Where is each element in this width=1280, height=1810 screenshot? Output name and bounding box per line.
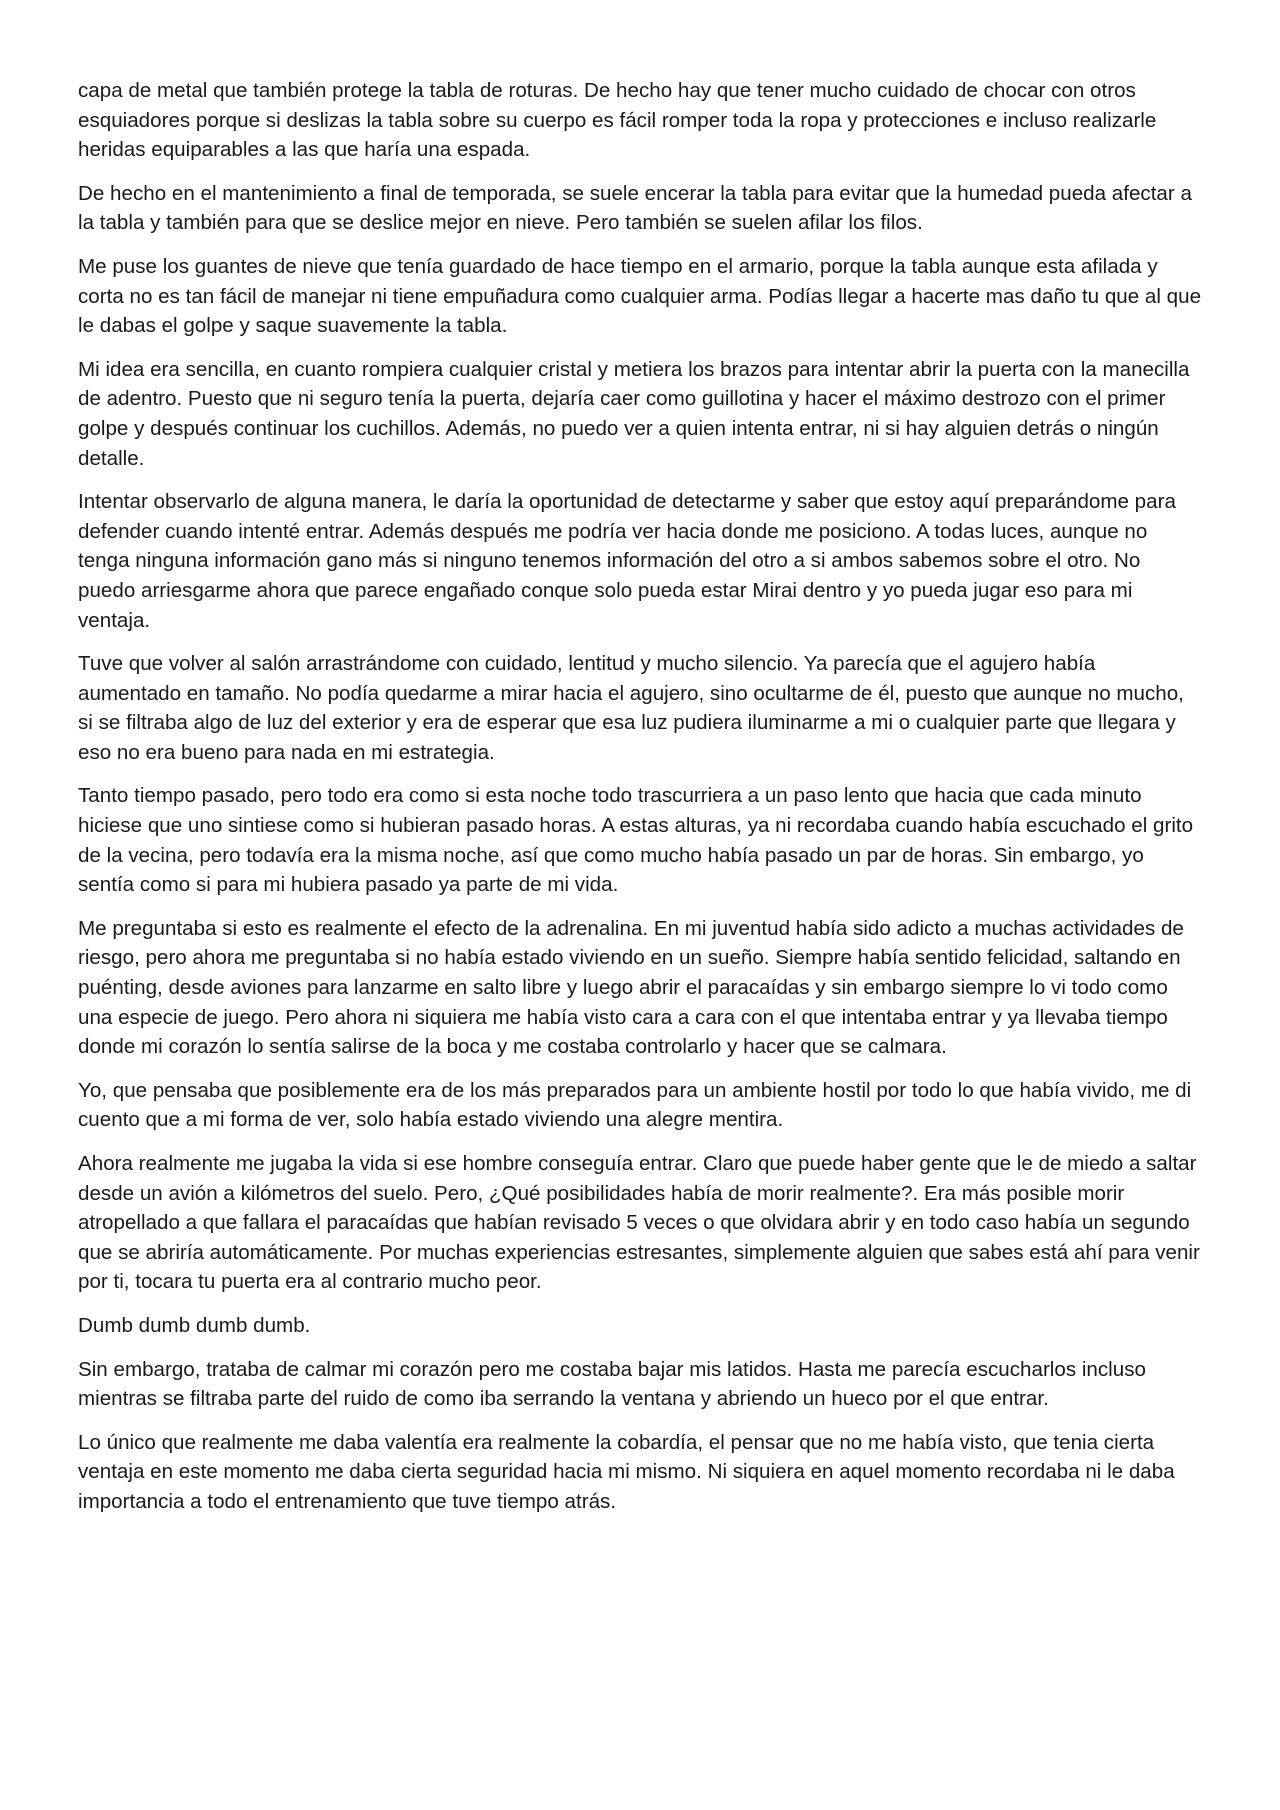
paragraph: Sin embargo, trataba de calmar mi corazón pero me costaba bajar mis latidos. Hasta me parecía escucharlos incluso mientras se filtraba parte del ruido de como iba serrando la ventana y abriendo un hueco por el que entrar.: [78, 1357, 1146, 1411]
paragraph: capa de metal que también protege la tabla de roturas. De hecho hay que tener mucho cuidado de chocar con otros esquiadores porque si deslizas la tabla sobre su cuerpo es fácil romper toda la ropa y protecciones e incluso realizarle heridas equiparables a las que haría una espada.: [78, 79, 1157, 162]
paragraph: De hecho en el mantenimiento a final de temporada, se suele encerar la tabla para evitar que la humedad pueda afectar a la tabla y también para que se deslice mejor en nieve. Pero también se suelen afilar los filos.: [78, 181, 1192, 235]
paragraph: Me puse los guantes de nieve que tenía guardado de hace tiempo en el armario, porque la tabla aunque esta afilada y corta no es tan fácil de manejar ni tiene empuñadura como cualquier arma. Podías llegar a hacerte mas daño tu que al que le dabas el golpe y saque suavemente la tabla.: [78, 254, 1202, 338]
paragraph: Ahora realmente me jugaba la vida si ese hombre conseguía entrar. Claro que puede haber gente que le de miedo a saltar desde un avión a kilómetros del suelo. Pero, ¿Qué posibilidades había de morir realmente?. Era más posible morir atropellado a que fallara el paracaídas que habían revisado 5 veces o que olvidara abrir y en todo caso había un segundo que se abriría automáticamente. Por muchas experiencias estresantes, simplemente alguien que sabes está ahí para venir por ti, tocara tu puerta era al contrario mucho peor.: [78, 1152, 1200, 1294]
paragraph: Mi idea era sencilla, en cuanto rompiera cualquier cristal y metiera los brazos para intentar abrir la puerta con la manecilla de adentro. Puesto que ni seguro tenía la puerta, dejaría caer como guillotina y hacer el máximo destrozo con el primer golpe y después continuar los cuchillos. Además, no puedo ver a quien intenta entrar, ni si hay alguien detrás o ningún detalle.: [78, 357, 1190, 470]
paragraph: Tanto tiempo pasado, pero todo era como si esta noche todo trascurriera a un paso lento que hacia que cada minuto hiciese que uno sintiese como si hubieran pasado horas. A estas alturas, ya ni recordaba cuando había escuchado el grito de la vecina, pero todavía era la misma noche, así que como mucho había pasado un par de horas. Sin embargo, yo sentía como si para mi hubiera pasado ya parte de mi vida.: [78, 784, 1194, 897]
paragraph: Dumb dumb dumb dumb.: [78, 1313, 311, 1337]
document-page: [78, 76, 1203, 1531]
paragraph: Intentar observarlo de alguna manera, le daría la oportunidad de detectarme y saber que estoy aquí preparándome para defender cuando intenté entrar. Además después me podría ver hacia donde me posiciono. A todas luces, aunque no tenga ninguna información gano más si ninguno tenemos información del otro a si ambos sabemos sobre el otro. No puedo arriesgarme ahora que parece engañado conque solo pueda estar Mirai dentro y yo pueda jugar eso para mi ventaja.: [78, 490, 1176, 632]
paragraph: Me preguntaba si esto es realmente el efecto de la adrenalina. En mi juventud había sido adicto a muchas actividades de riesgo, pero ahora me preguntaba si no había estado viviendo en un sueño. Siempre había sentido felicidad, saltando en puénting, desde aviones para lanzarme en salto libre y luego abrir el paracaídas y sin embargo siempre lo vi todo como una especie de juego. Pero ahora ni siquiera me había visto cara a cara con el que intentaba entrar y ya llevaba tiempo donde mi corazón lo sentía salirse de la boca y me costaba controlarlo y hacer que se calmara.: [78, 916, 1184, 1059]
paragraph: Yo, que pensaba que posiblemente era de los más preparados para un ambiente hostil por todo lo que había vivido, me di cuento que a mi forma de ver, solo había estado viviendo una alegre mentira.: [78, 1078, 1192, 1132]
paragraph: Tuve que volver al salón arrastrándome con cuidado, lentitud y mucho silencio. Ya parecía que el agujero había aumentado en tamaño. No podía quedarme a mirar hacia el agujero, sino ocultarme de él, puesto que aunque no mucho, si se filtraba algo de luz del exterior y era de esperar que esa luz pudiera iluminarme a mi o cualquier parte que llegara y eso no era bueno para nada en mi estrategia.: [78, 652, 1184, 764]
paragraph: Lo único que realmente me daba valentía era realmente la cobardía, el pensar que no me había visto, que tenia cierta ventaja en este momento me daba cierta seguridad hacia mi mismo. Ni siquiera en aquel momento recordaba ni le daba importancia a todo el entrenamiento que tuve tiempo atrás.: [78, 1430, 1175, 1513]
